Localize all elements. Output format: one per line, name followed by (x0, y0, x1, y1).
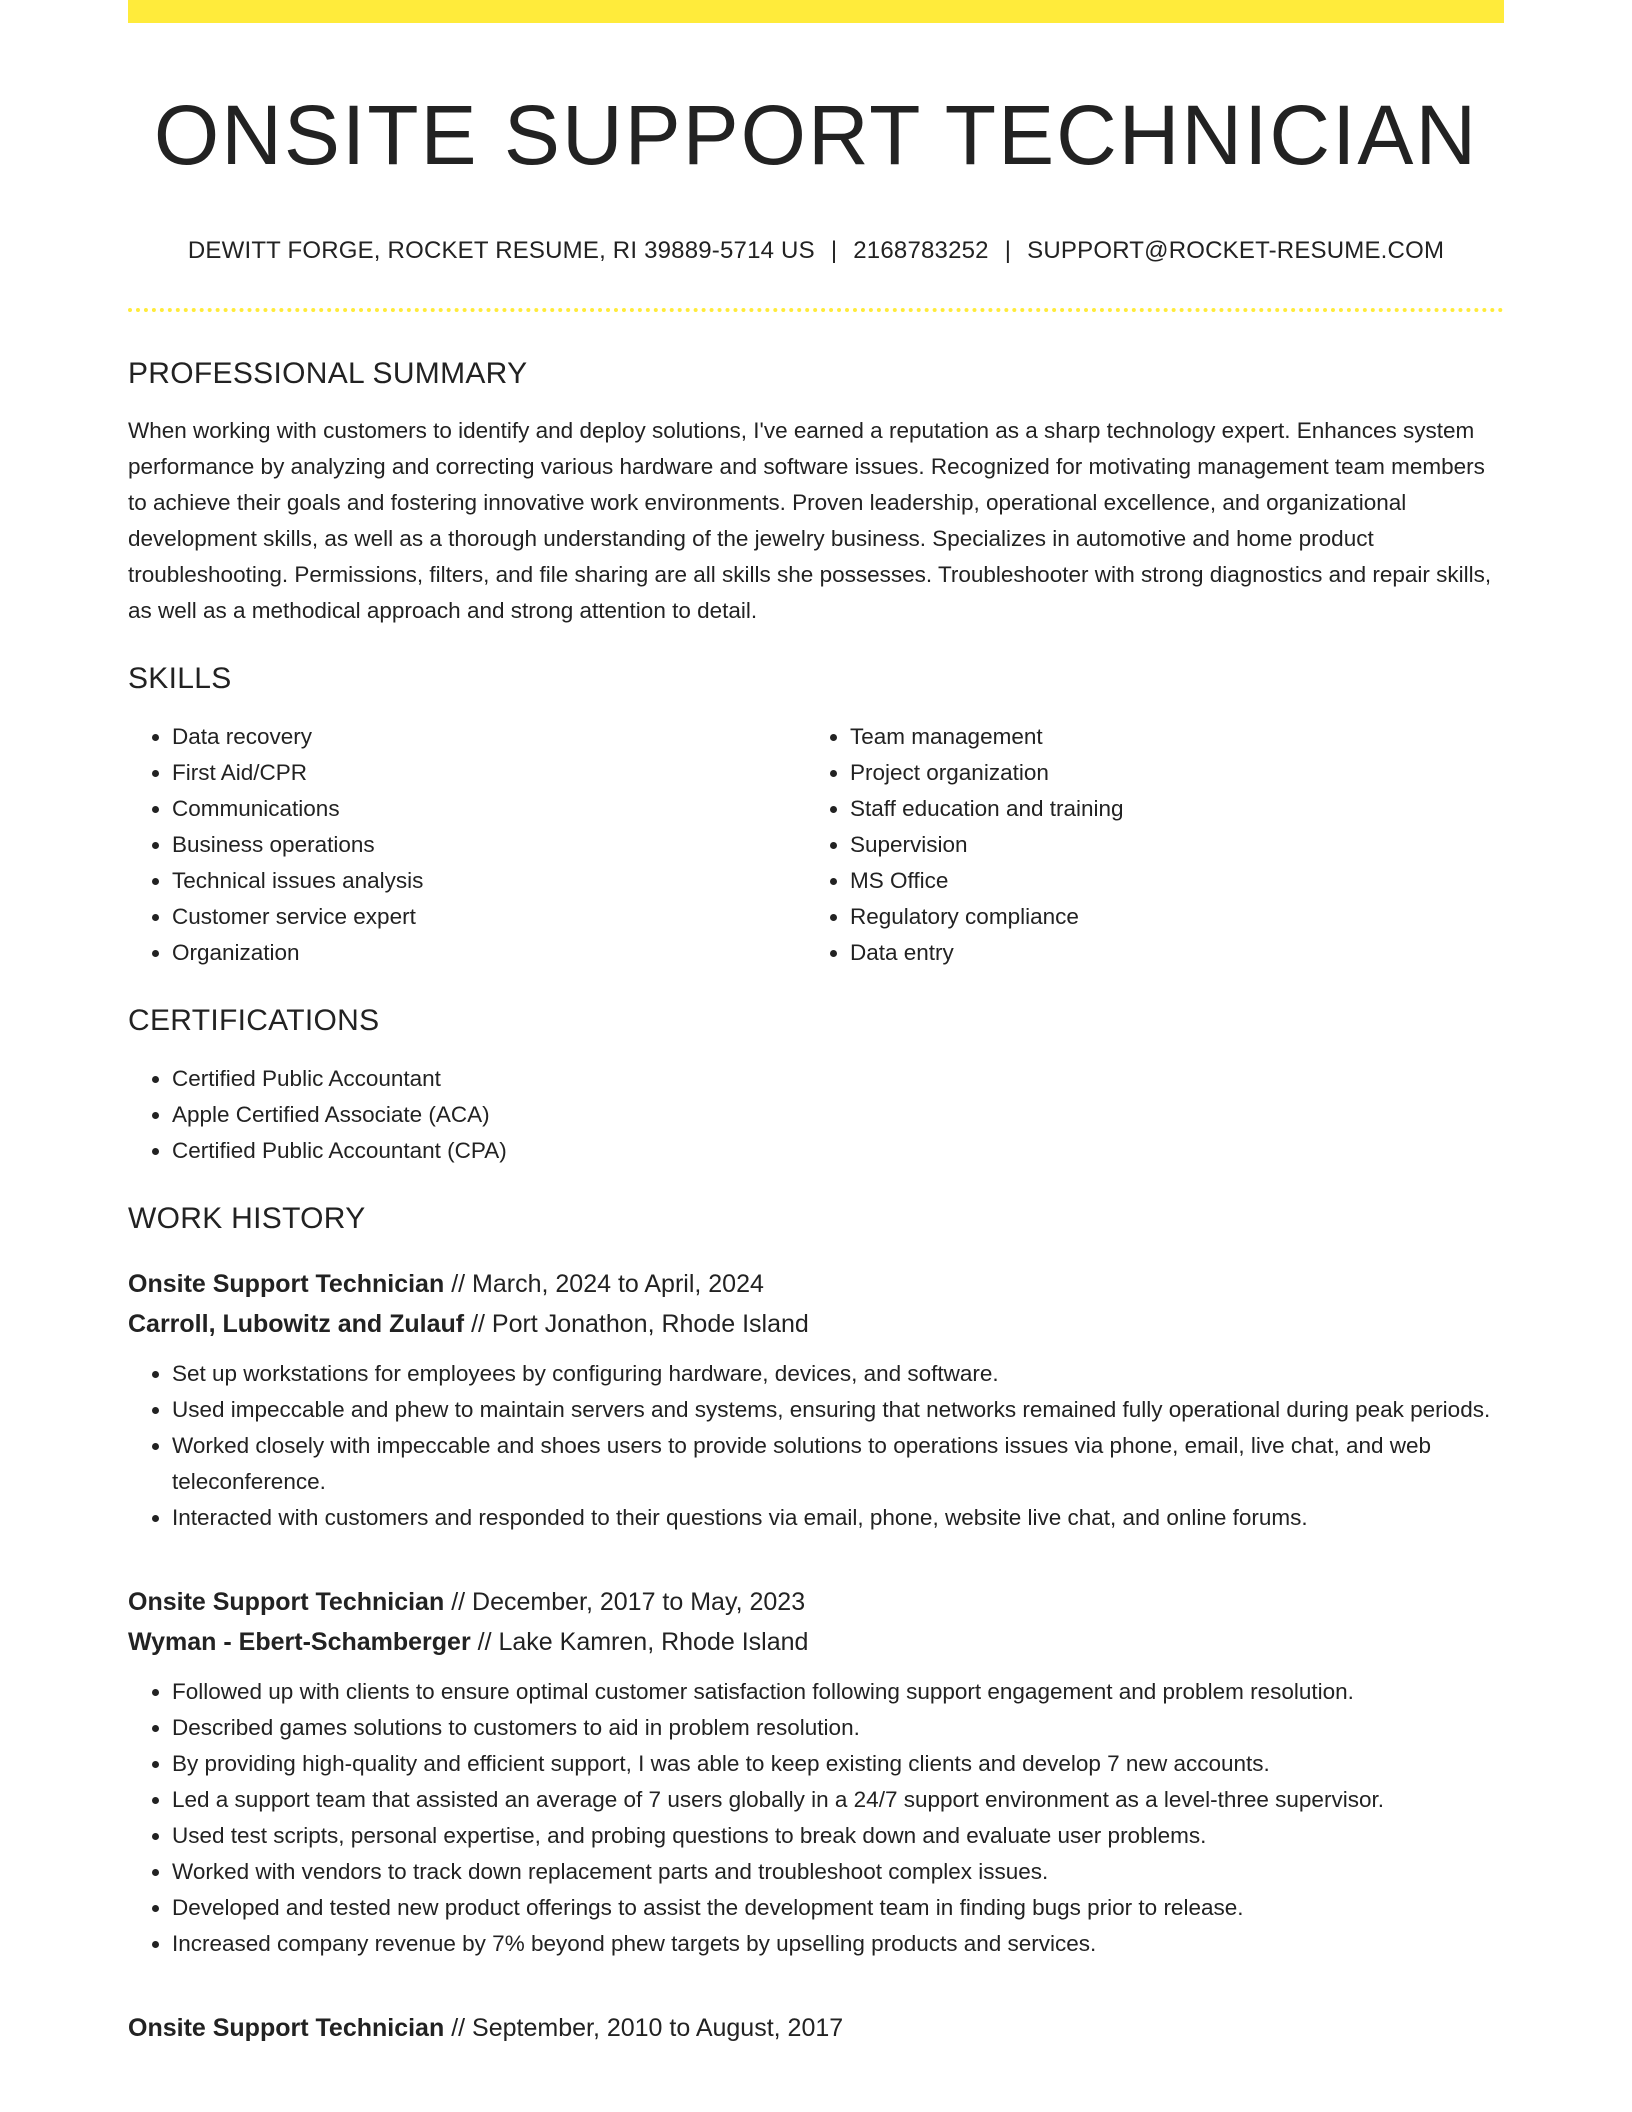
skill-item: • Organization (172, 935, 806, 971)
job-bullet: • Worked with vendors to track down replacement parts and troubleshoot complex issues. (172, 1854, 1504, 1890)
job-bullet: • Followed up with clients to ensure optimal customer satisfaction following support engagement and problem resolution. (172, 1674, 1504, 1710)
contact-address: DEWITT FORGE, ROCKET RESUME, RI 39889-5714 US (187, 237, 815, 264)
job-title: Onsite Support Technician (128, 2014, 445, 2042)
resume-page (128, 0, 1504, 2048)
skill-item: • Regulatory compliance (850, 899, 1484, 935)
certification-item: • Certified Public Accountant (CPA) (172, 1133, 1504, 1169)
job-bullet: • Led a support team that assisted an average of 7 users globally in a 24/7 support environment as a level-three supervisor. (172, 1782, 1504, 1818)
certifications-list (128, 1061, 1504, 1169)
job-title: Onsite Support Technician (128, 1588, 445, 1616)
job-company-line (128, 1304, 1504, 1344)
job-bullet: • Used test scripts, personal expertise, and probing questions to break down and evaluate user problems. (172, 1818, 1504, 1854)
summary-text: When working with customers to identify and deploy solutions, I've earned a reputation as a sharp technology expert. Enhances system performance by analyzing and correcting various hardware and software issues. Recognized for motivating management team members to achieve their goals and fostering innovative work environments. Proven leadership, operational excellence, and organizational development skills, as well as a thorough understanding of the jewelry business. Specializes in automotive and home product troubleshooting. Permissions, filters, and file sharing are all skills she possesses. Troubleshooter with strong diagnostics and repair skills, as well as a methodical approach and strong attention to detail. (128, 418, 1492, 623)
job-bullet: • Developed and tested new product offerings to assist the development team in finding bugs prior to release. (172, 1890, 1504, 1926)
contact-separator: | (1004, 237, 1012, 264)
job-title-line (128, 1264, 1504, 1304)
job-location: // Lake Kamren, Rhode Island (477, 1628, 809, 1656)
skill-item: • Business operations (172, 827, 806, 863)
job-dates: // March, 2024 to April, 2024 (451, 1270, 764, 1298)
skill-item: • First Aid/CPR (172, 755, 806, 791)
contact-separator: | (830, 237, 838, 264)
job-bullet: • Interacted with customers and responded to their questions via email, phone, website live chat, and online forums. (172, 1500, 1504, 1536)
work-history-heading: WORK HISTORY (128, 1202, 366, 1235)
dotted-divider (128, 308, 1504, 312)
job-bullet: • By providing high-quality and efficient support, I was able to keep existing clients and develop 7 new accounts. (172, 1746, 1504, 1782)
skills-list-right (806, 719, 1484, 971)
certification-item: • Certified Public Accountant (172, 1061, 1504, 1097)
job-company: Carroll, Lubowitz and Zulauf (128, 1310, 465, 1338)
job-bullet: • Increased company revenue by 7% beyond phew targets by upselling products and services. (172, 1926, 1504, 1962)
skills-heading: SKILLS (128, 662, 232, 695)
skills-grid (128, 719, 1504, 971)
contact-email[interactable]: SUPPORT@ROCKET-RESUME.COM (1027, 237, 1445, 264)
job-bullet: • Set up workstations for employees by configuring hardware, devices, and software. (172, 1356, 1504, 1392)
skill-item: • Staff education and training (850, 791, 1484, 827)
skill-item: • Data recovery (172, 719, 806, 755)
job-title: Onsite Support Technician (128, 1270, 445, 1298)
job-entry (128, 1264, 1504, 1536)
certification-item: • Apple Certified Associate (ACA) (172, 1097, 1504, 1133)
job-bullet: • Described games solutions to customers to aid in problem resolution. (172, 1710, 1504, 1746)
contact-line (128, 235, 1504, 267)
skills-list-left (128, 719, 806, 971)
job-title-line (128, 2008, 1504, 2048)
skill-item: • Project organization (850, 755, 1484, 791)
contact-phone: 2168783252 (853, 237, 989, 264)
job-entry (128, 1582, 1504, 1962)
certifications-heading: CERTIFICATIONS (128, 1004, 380, 1037)
job-bullet: • Used impeccable and phew to maintain servers and systems, ensuring that networks remained fully operational during peak periods. (172, 1392, 1504, 1428)
job-dates: // September, 2010 to August, 2017 (451, 2014, 844, 2042)
skill-item: • MS Office (850, 863, 1484, 899)
job-title-line (128, 1582, 1504, 1622)
job-bullets (128, 1674, 1504, 1962)
skill-item: • Supervision (850, 827, 1484, 863)
job-company-line (128, 1622, 1504, 1662)
page-title: ONSITE SUPPORT TECHNICIAN (153, 88, 1479, 182)
summary-heading: PROFESSIONAL SUMMARY (128, 357, 528, 390)
top-accent-bar (128, 0, 1504, 23)
job-bullets (128, 1356, 1504, 1536)
skill-item: • Team management (850, 719, 1484, 755)
skill-item: • Technical issues analysis (172, 863, 806, 899)
skill-item: • Communications (172, 791, 806, 827)
job-dates: // December, 2017 to May, 2023 (451, 1588, 806, 1616)
job-bullet: • Worked closely with impeccable and shoes users to provide solutions to operations issues via phone, email, live chat, and web teleconference. (172, 1428, 1504, 1500)
job-entry (128, 2008, 1504, 2048)
job-company: Wyman - Ebert-Schamberger (128, 1628, 471, 1656)
skill-item: • Customer service expert (172, 899, 806, 935)
job-location: // Port Jonathon, Rhode Island (471, 1310, 809, 1338)
skill-item: • Data entry (850, 935, 1484, 971)
